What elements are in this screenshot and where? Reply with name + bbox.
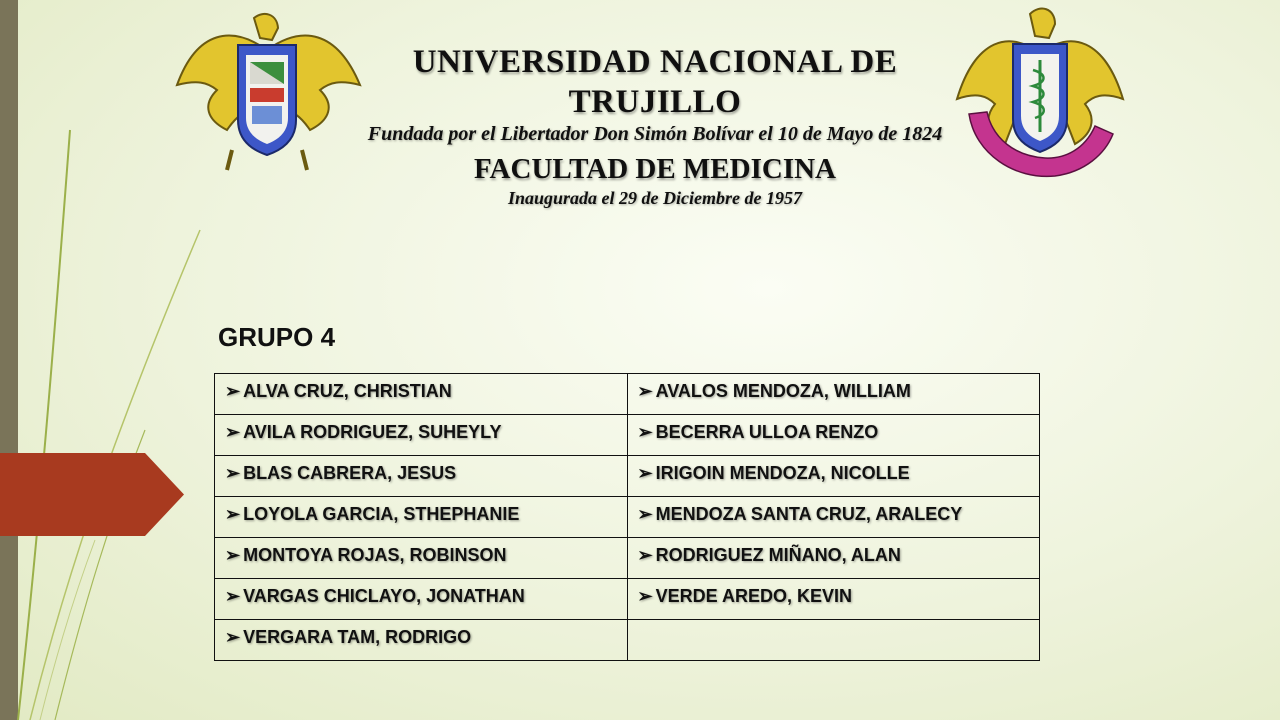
arrow-bullet-icon: ➢ [637,504,653,524]
member-entry [225,374,627,402]
member-entry [638,538,1040,566]
university-crest-icon [172,10,362,175]
member-entry [225,538,627,566]
arrow-bullet-icon: ➢ [225,381,241,401]
member-cell [627,579,1040,620]
member-name: ALVA CRUZ, CHRISTIAN [243,381,452,401]
table-row [215,415,1040,456]
arrow-bullet-icon: ➢ [225,627,241,647]
member-cell [627,620,1040,661]
arrow-bullet-icon: ➢ [637,545,653,565]
member-cell [627,497,1040,538]
member-name: BLAS CABRERA, JESUS [243,463,457,483]
red-arrow-shape [0,453,184,536]
member-entry [638,497,1040,525]
member-cell [627,456,1040,497]
member-cell [215,374,628,415]
founded-note: Fundada por el Libertador Don Simón Bolívar el 10 de Mayo de 1824 [367,123,943,145]
table-row [215,579,1040,620]
member-entry [638,579,1040,607]
member-name: MONTOYA ROJAS, ROBINSON [243,545,507,565]
arrow-bullet-icon: ➢ [637,381,653,401]
side-bar [0,0,18,720]
member-name: AVILA RODRIGUEZ, SUHEYLY [243,422,502,442]
arrow-bullet-icon: ➢ [637,422,653,442]
member-name: VARGAS CHICLAYO, JONATHAN [243,586,525,606]
arrow-bullet-icon: ➢ [637,586,653,606]
member-cell [215,456,628,497]
inauguration-note: Inaugurada el 29 de Diciembre de 1957 [508,188,802,208]
member-entry [638,456,1040,484]
member-entry [638,374,1040,402]
member-entry [225,579,627,607]
member-entry [225,497,627,525]
group-title: GRUPO 4 [218,322,336,352]
member-name: MENDOZA SANTA CRUZ, ARALECY [655,504,963,524]
university-name: UNIVERSIDAD NACIONAL DE TRUJILLO [412,44,898,120]
member-cell [627,374,1040,415]
member-entry [638,415,1040,443]
member-name: BECERRA ULLOA RENZO [655,422,879,442]
table-row [215,620,1040,661]
medicine-faculty-crest-icon [955,4,1125,184]
members-table [214,373,1040,661]
table-row [215,374,1040,415]
member-name: VERGARA TAM, RODRIGO [243,627,472,647]
arrow-bullet-icon: ➢ [225,586,241,606]
arrow-bullet-icon: ➢ [225,422,241,442]
member-name: VERDE AREDO, KEVIN [655,586,852,606]
arrow-bullet-icon: ➢ [637,463,653,483]
member-entry [225,620,627,648]
table-row [215,456,1040,497]
member-entry [225,456,627,484]
member-name: IRIGOIN MENDOZA, NICOLLE [655,463,910,483]
arrow-bullet-icon: ➢ [225,545,241,565]
arrow-bullet-icon: ➢ [225,463,241,483]
member-cell [215,415,628,456]
arrow-bullet-icon: ➢ [225,504,241,524]
member-name: LOYOLA GARCIA, STHEPHANIE [243,504,520,524]
title-block [350,42,960,209]
table-row [215,538,1040,579]
member-name: AVALOS MENDOZA, WILLIAM [655,381,911,401]
faculty-name: FACULTAD DE MEDICINA [474,153,836,185]
member-name: RODRIGUEZ MIÑANO, ALAN [655,545,901,565]
member-cell [215,620,628,661]
member-cell [627,538,1040,579]
table-row [215,497,1040,538]
member-cell [215,497,628,538]
member-cell [215,579,628,620]
member-entry [225,415,627,443]
member-cell [215,538,628,579]
member-cell [627,415,1040,456]
